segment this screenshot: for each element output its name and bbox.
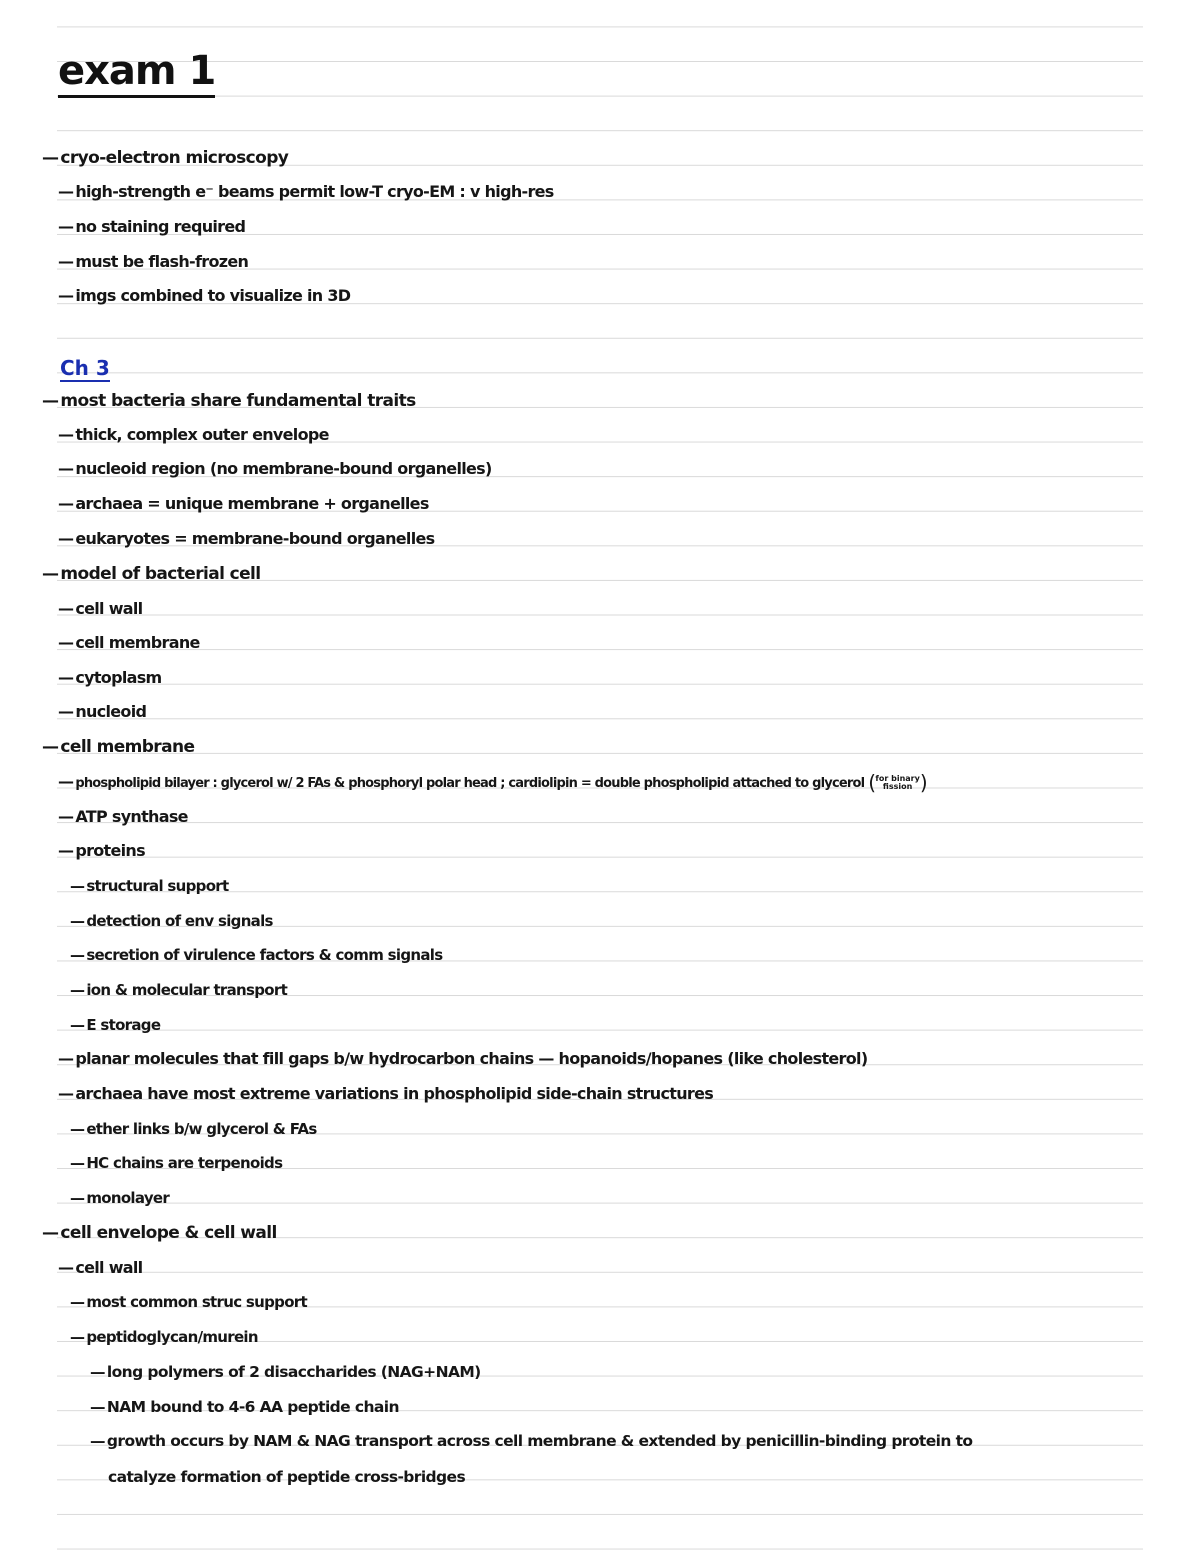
bullet-dash: — [70, 1328, 85, 1346]
note-text: HC chains are terpenoids [86, 1154, 283, 1172]
note-line [58, 632, 200, 654]
note-line [58, 285, 350, 307]
note-line [58, 771, 927, 795]
note-text: structural support [86, 877, 229, 895]
bullet-dash: — [90, 1398, 105, 1416]
bullet-dash: — [58, 529, 74, 548]
bullet-dash: — [58, 494, 74, 513]
chapter-heading: Ch 3 [60, 356, 110, 380]
note-line [42, 390, 416, 412]
note-text: must be flash-frozen [75, 252, 249, 271]
note-line [70, 1187, 169, 1209]
note-text: cell membrane [75, 633, 200, 652]
bullet-dash: — [58, 425, 74, 444]
note-line [70, 944, 442, 966]
bullet-dash: — [58, 1258, 74, 1277]
note-line [58, 667, 162, 689]
note-text: detection of env signals [86, 912, 273, 930]
note-text: imgs combined to visualize in 3D [75, 286, 351, 305]
note-text: planar molecules that fill gaps b/w hydrocarbon chains — hopanoids/hopanes (like cholesterol) [75, 1049, 868, 1068]
note-line [90, 1430, 972, 1452]
note-text: eukaryotes = membrane-bound organelles [75, 529, 435, 548]
note-line [58, 216, 245, 238]
note-line [58, 598, 142, 620]
note-line [58, 701, 146, 723]
note-line [42, 147, 288, 169]
bullet-dash: — [70, 912, 85, 930]
bullet-dash: — [70, 1016, 85, 1034]
note-text: NAM bound to 4-6 AA peptide chain [106, 1398, 399, 1416]
note-line [70, 1152, 282, 1174]
note-text: growth occurs by NAM & NAG transport across cell membrane & extended by penicillin-binding protein to [106, 1432, 973, 1450]
note-text: cell envelope & cell wall [60, 1223, 277, 1243]
bullet-dash: — [58, 252, 74, 271]
bullet-dash: — [70, 1154, 85, 1172]
note-line [58, 493, 429, 515]
note-line [42, 736, 194, 758]
note-text: ATP synthase [75, 807, 188, 826]
side-note-line1: for binary [875, 773, 920, 783]
note-line [58, 1048, 867, 1070]
bullet-dash: — [58, 702, 74, 721]
note-line [70, 1326, 258, 1348]
note-line [70, 1118, 317, 1140]
bullet-dash: — [58, 1049, 74, 1068]
bullet-dash: — [42, 564, 59, 584]
note-line [58, 424, 329, 446]
page-margin-right [1143, 0, 1200, 1553]
bullet-dash: — [42, 148, 59, 168]
note-text: E storage [86, 1016, 161, 1034]
note-text: ether links b/w glycerol & FAs [86, 1120, 317, 1138]
note-text: nucleoid [75, 702, 147, 721]
note-line [70, 910, 273, 932]
note-text: monolayer [86, 1189, 170, 1207]
note-line [70, 1291, 307, 1313]
note-continuation: catalyze formation of peptide cross-bridges [108, 1468, 466, 1486]
note-text: high-strength e⁻ beams permit low-T cryo-EM : v high-res [75, 182, 554, 201]
note-line [58, 528, 434, 550]
bullet-dash: — [58, 459, 74, 478]
bullet-dash: — [70, 1120, 85, 1138]
bullet-dash: — [58, 668, 74, 687]
note-text: proteins [75, 841, 145, 860]
side-note: (for binary fission ) [868, 770, 927, 795]
note-line [70, 1014, 160, 1036]
note-line [58, 1083, 713, 1105]
note-text: most common struc support [86, 1293, 307, 1311]
note-line [70, 979, 287, 1001]
bullet-dash: — [58, 182, 74, 201]
bullet-dash: — [58, 772, 74, 791]
note-text: peptidoglycan/murein [86, 1328, 258, 1346]
bullet-dash: — [70, 1189, 85, 1207]
bullet-dash: — [58, 841, 74, 860]
bullet-dash: — [42, 737, 59, 757]
note-text: archaea = unique membrane + organelles [75, 494, 429, 513]
page-title: exam 1 [58, 48, 215, 98]
bullet-dash: — [70, 981, 85, 999]
bullet-dash: — [58, 286, 74, 305]
note-text: most bacteria share fundamental traits [60, 391, 416, 411]
bullet-dash: — [70, 946, 85, 964]
bullet-dash: — [70, 877, 85, 895]
note-text: model of bacterial cell [60, 564, 261, 584]
bullet-dash: — [90, 1432, 105, 1450]
note-line [58, 1257, 142, 1279]
bullet-dash: — [70, 1293, 85, 1311]
bullet-dash: — [90, 1363, 105, 1381]
note-text: long polymers of 2 disaccharides (NAG+NAM) [106, 1363, 481, 1381]
note-text: cell membrane [60, 737, 195, 757]
note-text: phospholipid bilayer : glycerol w/ 2 FAs & phosphoryl polar head ; cardiolipin = double phospholipid attached to glycerol [75, 776, 865, 791]
note-text: nucleoid region (no membrane-bound organelles) [75, 459, 492, 478]
note-line [58, 181, 554, 203]
note-line [58, 458, 492, 480]
note-text: secretion of virulence factors & comm signals [86, 946, 443, 964]
bullet-dash: — [58, 807, 74, 826]
note-line [70, 875, 228, 897]
bullet-dash: — [58, 1084, 74, 1103]
side-note-line2: fission [882, 781, 913, 791]
page-margin-left [0, 0, 57, 1553]
note-text: no staining required [75, 217, 246, 236]
note-text: cell wall [75, 599, 143, 618]
bullet-dash: — [42, 391, 59, 411]
bullet-dash: — [42, 1223, 59, 1243]
note-line [42, 1222, 277, 1244]
note-text: archaea have most extreme variations in phospholipid side-chain structures [75, 1084, 714, 1103]
note-line [42, 563, 261, 585]
bullet-dash: — [58, 633, 74, 652]
note-line [90, 1361, 481, 1383]
bullet-dash: — [58, 599, 74, 618]
note-text: cytoplasm [75, 668, 162, 687]
note-line [58, 840, 145, 862]
note-text: ion & molecular transport [86, 981, 288, 999]
note-text: cell wall [75, 1258, 143, 1277]
note-line [90, 1396, 399, 1418]
note-line [58, 251, 248, 273]
bullet-dash: — [58, 217, 74, 236]
note-line [58, 806, 188, 828]
note-text: cryo-electron microscopy [60, 148, 289, 168]
note-text: thick, complex outer envelope [75, 425, 329, 444]
